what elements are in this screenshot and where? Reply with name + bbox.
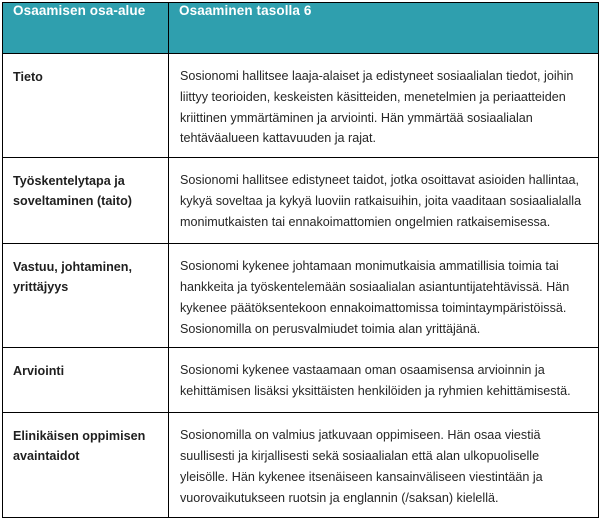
description-cell-tyoskentelytapa: Sosionomi hallitsee edistyneet taidot, jotka osoittavat asioiden hallintaa, kykyä soveltaa ja kykyä luoviin ratkaisuihin, joita vaaditaan sosiaalialalla monimutkaisten tai ennakoimattomien ongelmien ratkaisemisessa. bbox=[169, 158, 599, 244]
description-cell-vastuu: Sosionomi kykenee johtamaan monimutkaisia ammatillisia toimia tai hankkeita ja työskentelemään sosiaalialan asiantuntijatehtävissä. Hän kykenee päätöksentekoon ennakoimattomissa toimintaympäristöissä. Sosionomilla on perusvalmiudet toimia alan yrittäjänä. bbox=[169, 244, 599, 348]
area-cell-tieto: Tieto bbox=[3, 54, 169, 158]
table-row bbox=[3, 413, 599, 517]
description-cell-arviointi: Sosionomi kykenee vastaamaan oman osaamisensa arvioinnin ja kehittämisen lisäksi yksittäisten henkilöiden ja ryhmien kehittämisestä. bbox=[169, 348, 599, 413]
area-cell-tyoskentelytapa: Työskentelytapa ja soveltaminen (taito) bbox=[3, 158, 169, 244]
table-header-row bbox=[3, 3, 599, 54]
table-row bbox=[3, 348, 599, 413]
table-row bbox=[3, 54, 599, 158]
table-row bbox=[3, 244, 599, 348]
column-header-osaaminen-tasolla-6: Osaaminen tasolla 6 bbox=[169, 3, 599, 54]
description-cell-tieto: Sosionomi hallitsee laaja-alaiset ja edistyneet sosiaalialan tiedot, joihin liittyy teorioiden, keskeisten käsitteiden, menetelmien ja periaatteiden kriittinen ymmärtäminen ja arviointi. Hän ymmärtää sosiaalialan tehtäväalueen kattavuuden ja rajat. bbox=[169, 54, 599, 158]
column-header-osaamisen-osa-alue: Osaamisen osa-alue bbox=[3, 3, 169, 54]
area-cell-vastuu: Vastuu, johtaminen, yrittäjyys bbox=[3, 244, 169, 348]
description-cell-elinikainen-oppiminen: Sosionomilla on valmius jatkuvaan oppimiseen. Hän osaa viestiä suullisesti ja kirjallisesti sekä sosiaalialan että alan ulkopuoliselle yleisölle. Hän kykenee itsenäiseen kansainväliseen viestintään ja vuorovaikutukseen ruotsin ja englannin (/saksan) kielellä. bbox=[169, 413, 599, 517]
table-row bbox=[3, 158, 599, 244]
area-cell-arviointi: Arviointi bbox=[3, 348, 169, 413]
area-cell-elinikainen-oppiminen: Elinikäisen oppimisen avaintaidot bbox=[3, 413, 169, 517]
competence-table bbox=[2, 2, 599, 518]
